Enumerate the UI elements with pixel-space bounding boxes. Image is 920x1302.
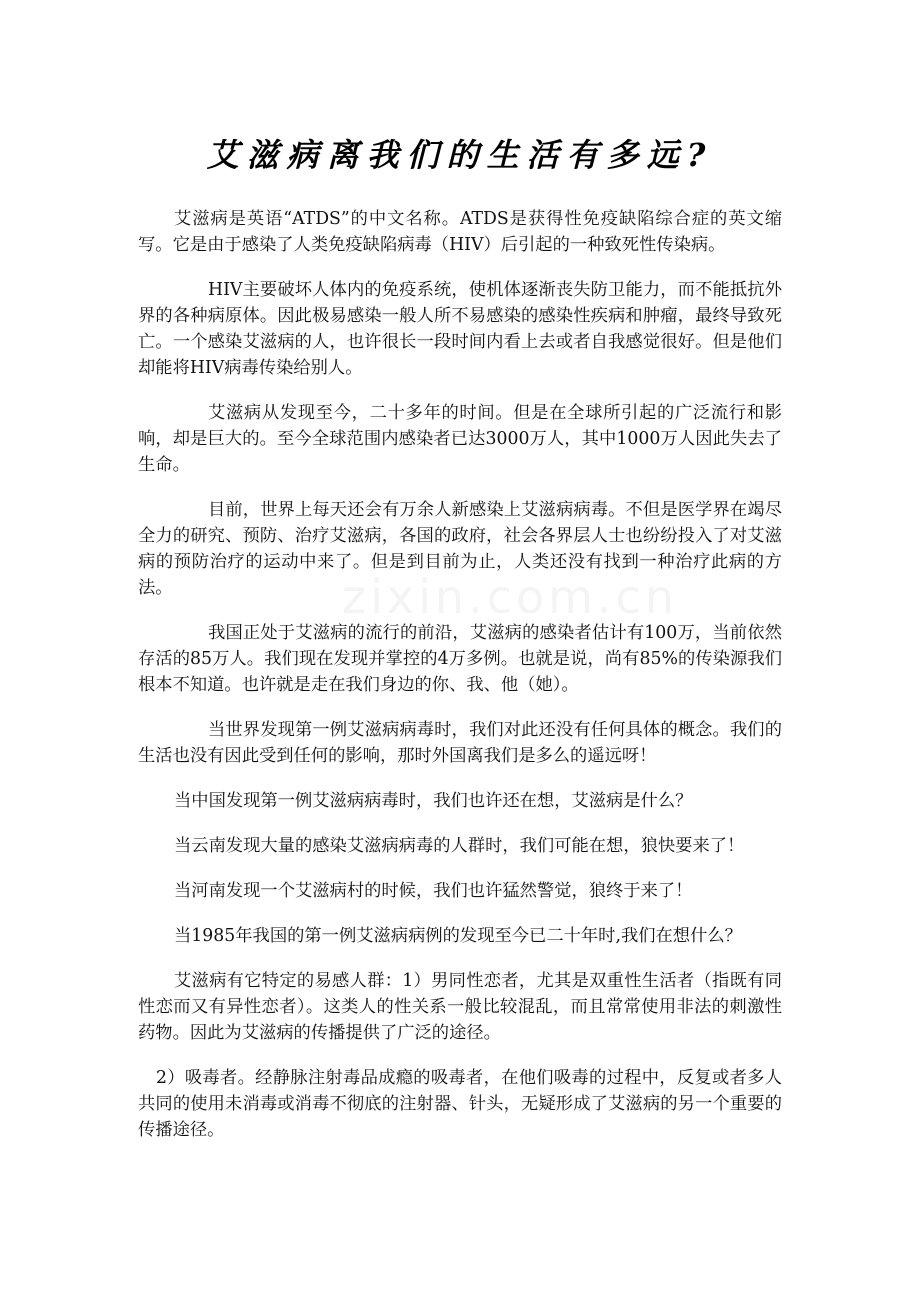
paragraph-9: 当河南发现一个艾滋病村的时候，我们也许猛然警觉，狼终于来了！	[174, 881, 693, 901]
paragraph-2: HIV主要破坏人体内的免疫系统，使机体逐渐丧失防卫能力，而不能抵抗外界的各种病原体。因此极易感染一般人所不易感染的感染性疾病和肿瘤，最终导致死亡。一个感染艾滋病的人，也许很长一段时间内看上去或者自我感觉很好。但是他们却能将HIV病毒传染给别人。	[138, 280, 782, 378]
paragraph-1: 艾滋病是英语“ATDS”的中文名称。ATDS是获得性免疫缺陷综合症的英文缩写。它是由于感染了人类免疫缺陷病毒（HIV）后引起的一种致死性传染病。	[138, 209, 782, 255]
paragraph-5: 我国正处于艾滋病的流行的前沿，艾滋病的感染者估计有100万，当前依然存活的85万人。我们现在发现并掌控的4万多例。也就是说，尚有85%的传染源我们根本不知道。也许就是走在我们身边的你、我、他（她）。	[138, 623, 782, 695]
paragraph-4: 目前，世界上每天还会有万余人新感染上艾滋病病毒。不但是医学界在竭尽全力的研究、预防、治疗艾滋病，各国的政府，社会各界层人士也纷纷投入了对艾滋病的预防治疗的运动中来了。但是到目前为止，人类还没有找到一种治疗此病的方法。	[138, 500, 782, 598]
paragraph-10: 当1985年我国的第一例艾滋病病例的发现至今已二十年时,我们在想什么？	[174, 926, 742, 946]
watermark: zixin.com.cn	[341, 570, 679, 624]
paragraph-3: 艾滋病从发现至今，二十多年的时间。但是在全球所引起的广泛流行和影响，却是巨大的。至今全球范围内感染者已达3000万人，其中1000万人因此失去了生命。	[138, 403, 782, 475]
paragraph-8: 当云南发现大量的感染艾滋病病毒的人群时，我们可能在想，狼快要来了！	[174, 836, 745, 856]
paragraph-12: 2）吸毒者。经静脉注射毒品成瘾的吸毒者，在他们吸毒的过程中，反复或者多人共同的使用未消毒或消毒不彻底的注射器、针头，无疑形成了艾滋病的另一个重要的传播途径。	[138, 1068, 782, 1140]
paragraph-6: 当世界发现第一例艾滋病病毒时，我们对此还没有任何具体的概念。我们的生活也没有因此受到任何的影响，那时外国离我们是多么的遥远呀！	[138, 720, 782, 766]
document-body	[138, 206, 782, 1162]
document-title: 艾滋病离我们的生活有多远?	[206, 136, 714, 174]
paragraph-7: 当中国发现第一例艾滋病病毒时，我们也许还在想，艾滋病是什么？	[174, 791, 693, 811]
paragraph-11: 艾滋病有它特定的易感人群：1）男同性恋者，尤其是双重性生活者（指既有同性恋而又有异性恋者）。这类人的性关系一般比较混乱，而且常常使用非法的刺激性药物。因此为艾滋病的传播提供了广泛的途径。	[138, 971, 782, 1043]
